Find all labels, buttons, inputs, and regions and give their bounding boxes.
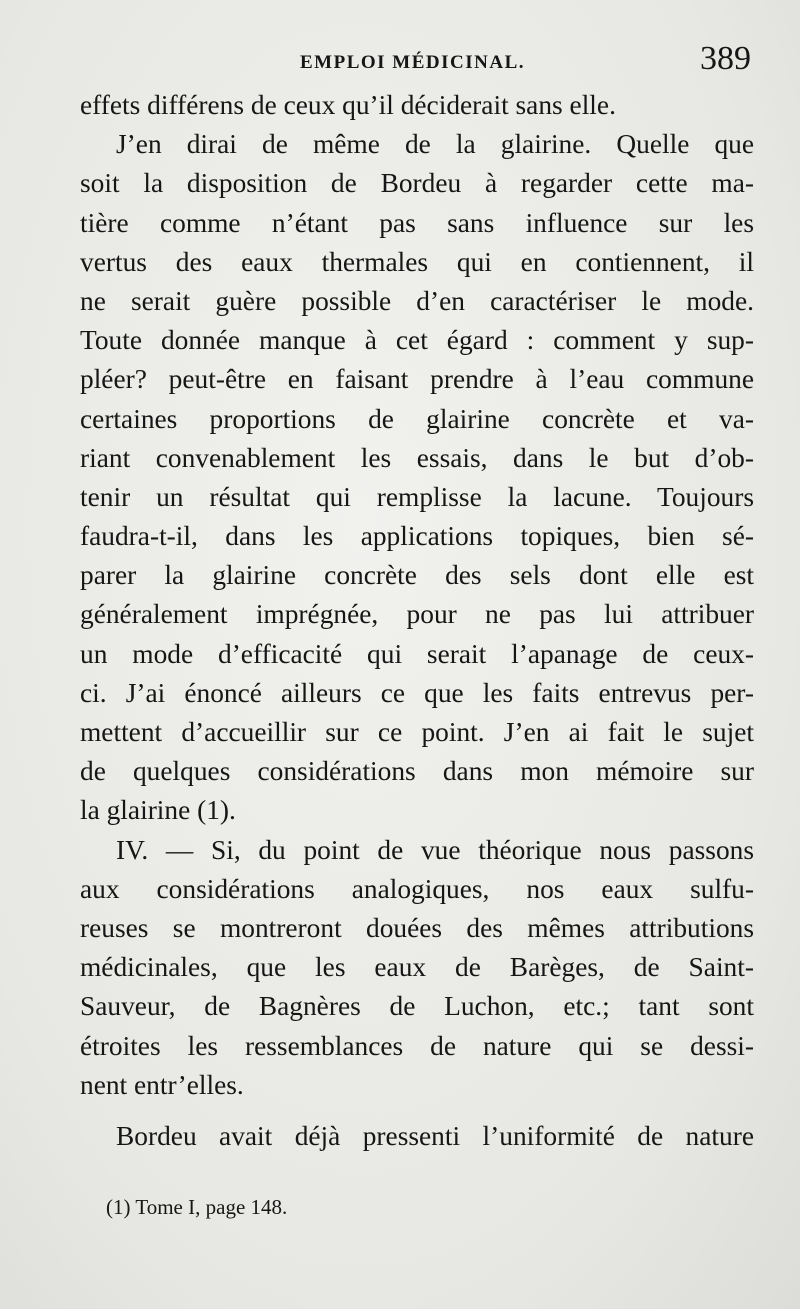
text-line: soit la disposition de Bordeu à regarder cette ma- — [80, 168, 754, 199]
text-line: ci. J’ai énoncé ailleurs ce que les faits entrevus per- — [80, 677, 754, 708]
text-line: ne serait guère possible d’en caractériser le mode. — [80, 285, 754, 316]
text-line: médicinales, que les eaux de Barèges, de Saint- — [80, 952, 754, 983]
text-line: pléer? peut-être en faisant prendre à l’eau commune — [80, 364, 754, 395]
text-line: généralement imprégnée, pour ne pas lui attribuer — [80, 599, 754, 630]
running-title: EMPLOI MÉDICINAL. — [300, 52, 526, 73]
text-line: de quelques considérations dans mon mémoire sur — [80, 756, 754, 787]
page-number: 389 — [700, 40, 751, 77]
text-line: faudra-t-il, dans les applications topiques, bien sé- — [80, 521, 754, 552]
text-line: effets différens de ceux qu’il déciderait sans elle. — [80, 90, 616, 120]
text-line: tière comme n’étant pas sans influence sur les — [80, 207, 754, 238]
running-head — [0, 40, 800, 84]
text-line: la glairine (1). — [80, 795, 236, 826]
text-line: J’en dirai de même de la glairine. Quelle que — [116, 129, 754, 160]
text-line: certaines proportions de glairine concrète et va- — [80, 403, 754, 434]
text-line: aux considérations analogiques, nos eaux sulfu- — [80, 873, 754, 904]
text-line: nent entr’elles. — [80, 1069, 244, 1100]
text-line: Toute donnée manque à cet égard : comment y sup- — [80, 325, 754, 356]
text-line: étroites les ressemblances de nature qui se dessi- — [80, 1030, 754, 1061]
text-line: mettent d’accueillir sur ce point. J’en ai fait le sujet — [80, 717, 754, 747]
text-line: un mode d’efficacité qui serait l’apanage de ceux- — [80, 638, 754, 669]
text-line: vertus des eaux thermales qui en contiennent, il — [80, 246, 754, 277]
text-line: IV. — Si, du point de vue théorique nous passons — [116, 834, 754, 865]
text-line: Sauveur, de Bagnères de Luchon, etc.; tant sont — [80, 991, 754, 1022]
footnote: (1) Tome I, page 148. — [106, 1195, 288, 1219]
text-line: riant convenablement les essais, dans le but d’ob- — [80, 442, 754, 473]
body-text — [80, 86, 754, 1156]
text-line: reuses se montreront douées des mêmes attributions — [80, 912, 754, 943]
text-line: tenir un résultat qui remplisse la lacune. Toujours — [80, 481, 754, 512]
text-line: parer la glairine concrète des sels dont elle est — [80, 560, 754, 591]
text-line: Bordeu avait déjà pressenti l’uniformité de nature — [116, 1120, 754, 1151]
paragraph-gap — [80, 1105, 754, 1117]
